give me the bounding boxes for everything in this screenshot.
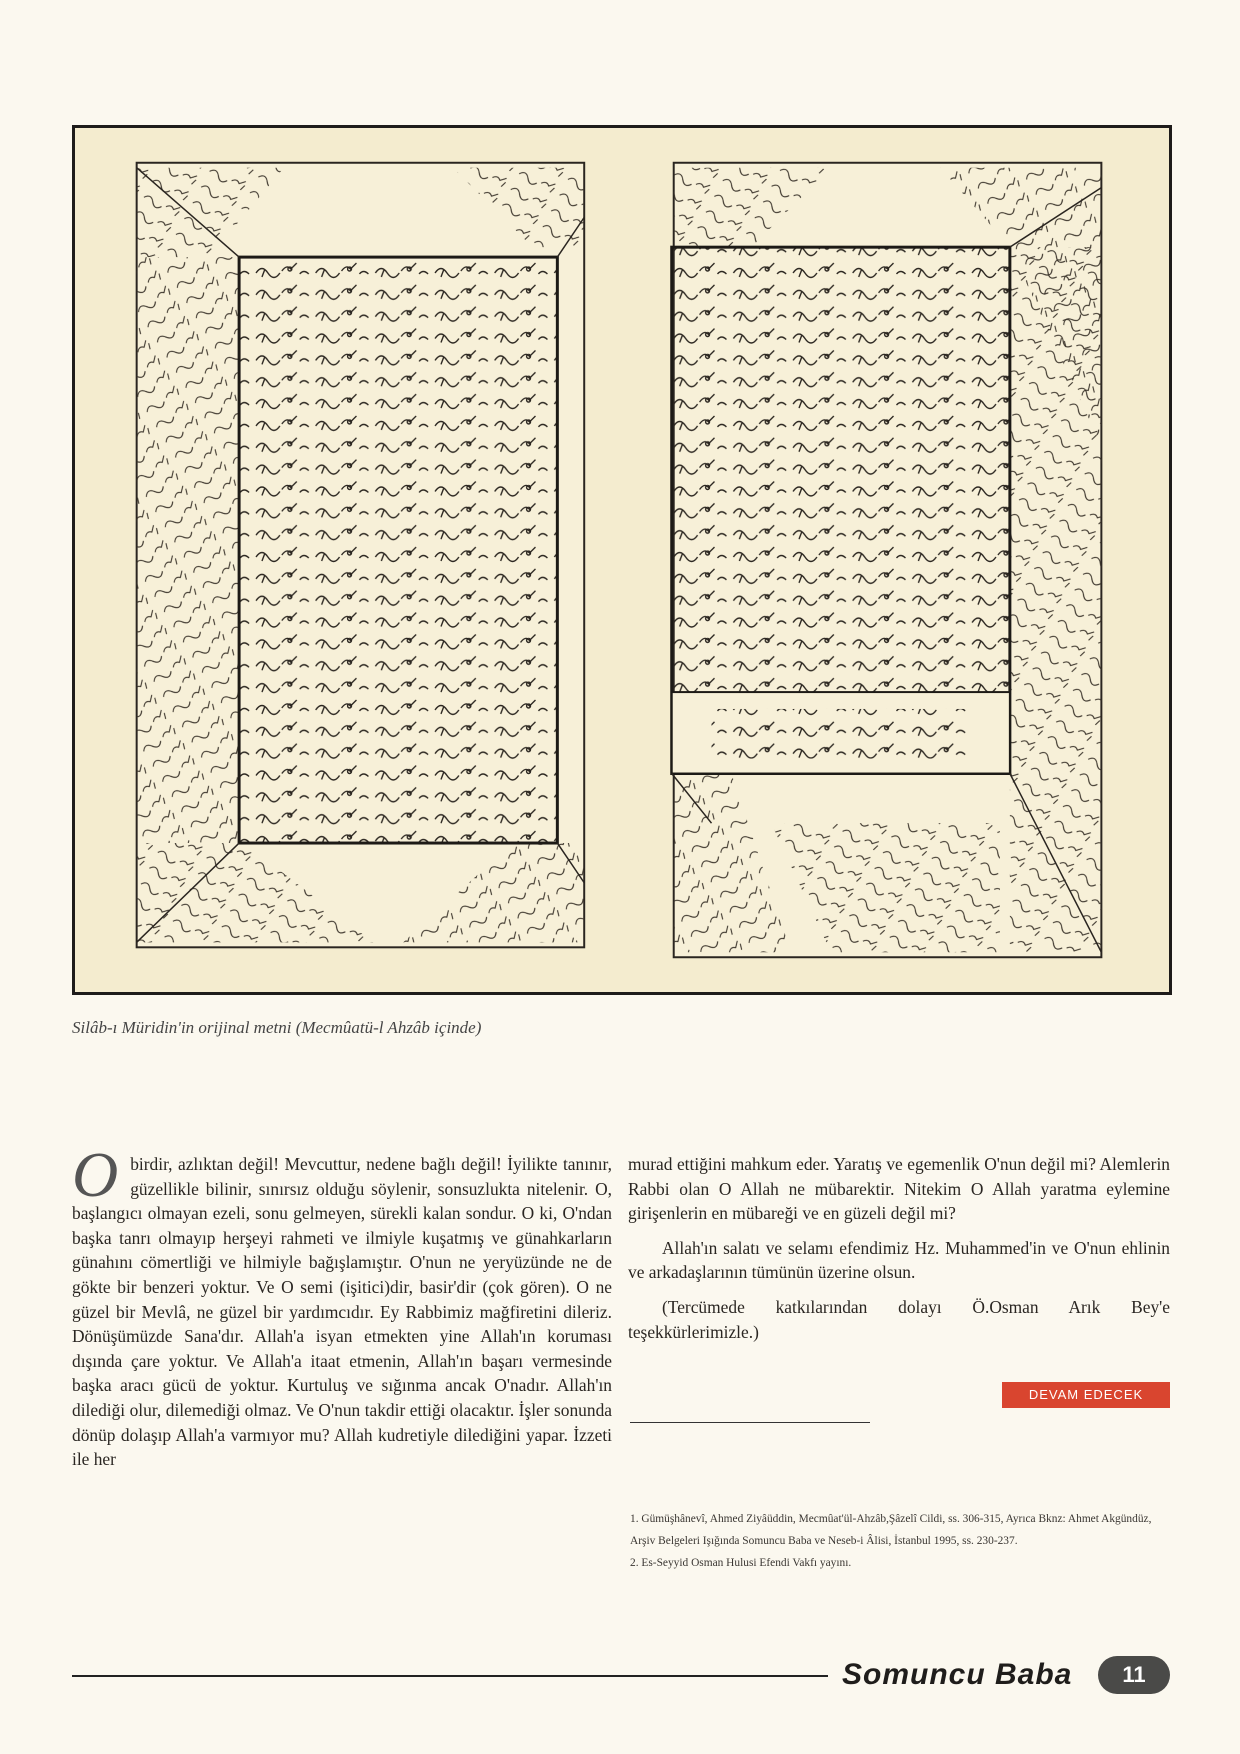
article-paragraph: murad ettiğini mahkum eder. Yaratış ve egemenlik O'nun değil mi? Alemlerin Rabbi olan O Allah ne mübarektir. Nitekim O Allah yaratma eylemine girişenlerin en mübareği ve en güzeli değil mi? — [628, 1154, 1170, 1224]
drop-cap: O — [72, 1139, 119, 1210]
continued-badge: DEVAM EDECEK — [1002, 1382, 1170, 1408]
left-manuscript-page — [137, 163, 585, 948]
footer-rule — [72, 1675, 828, 1677]
acknowledgement-paragraph: (Tercümede katkılarından dolayı Ö.Osman Arık Bey'e teşekkürlerimizle.) — [628, 1296, 1170, 1342]
paragraph-text: birdir, azlıktan değil! Mevcuttur, nedene bağlı değil! İyilikte tanınır, güzellikle bilinir, sınırsız olduğu söylenir, sonsuzlukta nitelenir. O, başlangıcı olmayan ezeli, sonu gelmeyen, sürekli kalan sondur. O ki, O'ndan başka tanrı olmayıp herşeyi rahmeti ve ilmiyle kuşatmış ve günahkarların günahını cömertliği ve hilmiyle bağışlamıştır. O'nun ne yeryüzünde ne de gökte bir benzeri yoktur. Ve O semi (işitici)dir, basir'dir (çok gören). O ne güzel bir Mevlâ, ne güzel bir yardımcıdır. Ey Rabbimiz mağfiretini dileriz. Dönüşümüzde Sana'dır. Allah'a isyan etmekten yine Allah'ın koruması dışında çare yoktur. Ve Allah'a itaat etmenin, Allah'ın başarı vermesinde başka aracı gücü de yoktur. Kurtuluş ve sığınma ancak O'nadır. Allah'ın dilediği olur, dilemediği olmaz. Ve O'nun takdir ettiği olacaktır. İşler sonunda dönüp dolaşıp Allah'a varmıyor mu? Allah kudretiyle dilediğini yapar. İzzeti ile her — [72, 1154, 612, 1470]
figure-caption: Silâb-ı Müridin'in orijinal metni (Mecmûatü-l Ahzâb içinde) — [72, 1018, 482, 1037]
magazine-brand: Somuncu Baba — [842, 1658, 1073, 1691]
page-number-badge: 11 — [1098, 1656, 1170, 1694]
right-manuscript-page — [672, 163, 1102, 957]
footnotes — [630, 1508, 1170, 1574]
article-paragraph: Allah'ın salatı ve selamı efendimiz Hz. Muhammed'in ve O'nun ehlinin ve arkadaşlarının tümünün üzerine olsun. — [628, 1237, 1170, 1283]
footnote-divider — [630, 1422, 870, 1423]
article-right-column — [628, 1152, 1170, 1354]
manuscript-image — [72, 125, 1172, 995]
footnote-item: 1. Gümüşhânevî, Ahmed Ziyâüddin, Mecmûat'ül-Ahzâb,Şâzelî Cildi, ss. 306-315, Ayrıca Bknz: Ahmet Akgündüz, Arşiv Belgeleri Işığında Somuncu Baba ve Neseb-i Âlisi, İstanbul 1995, ss. 230-237. — [630, 1513, 1152, 1547]
footnote-item: 2. Es-Seyyid Osman Hulusi Efendi Vakfı yayını. — [630, 1557, 852, 1569]
article-left-column — [72, 1139, 612, 1482]
article-paragraph — [72, 1139, 612, 1472]
manuscript-illustration — [75, 128, 1169, 992]
